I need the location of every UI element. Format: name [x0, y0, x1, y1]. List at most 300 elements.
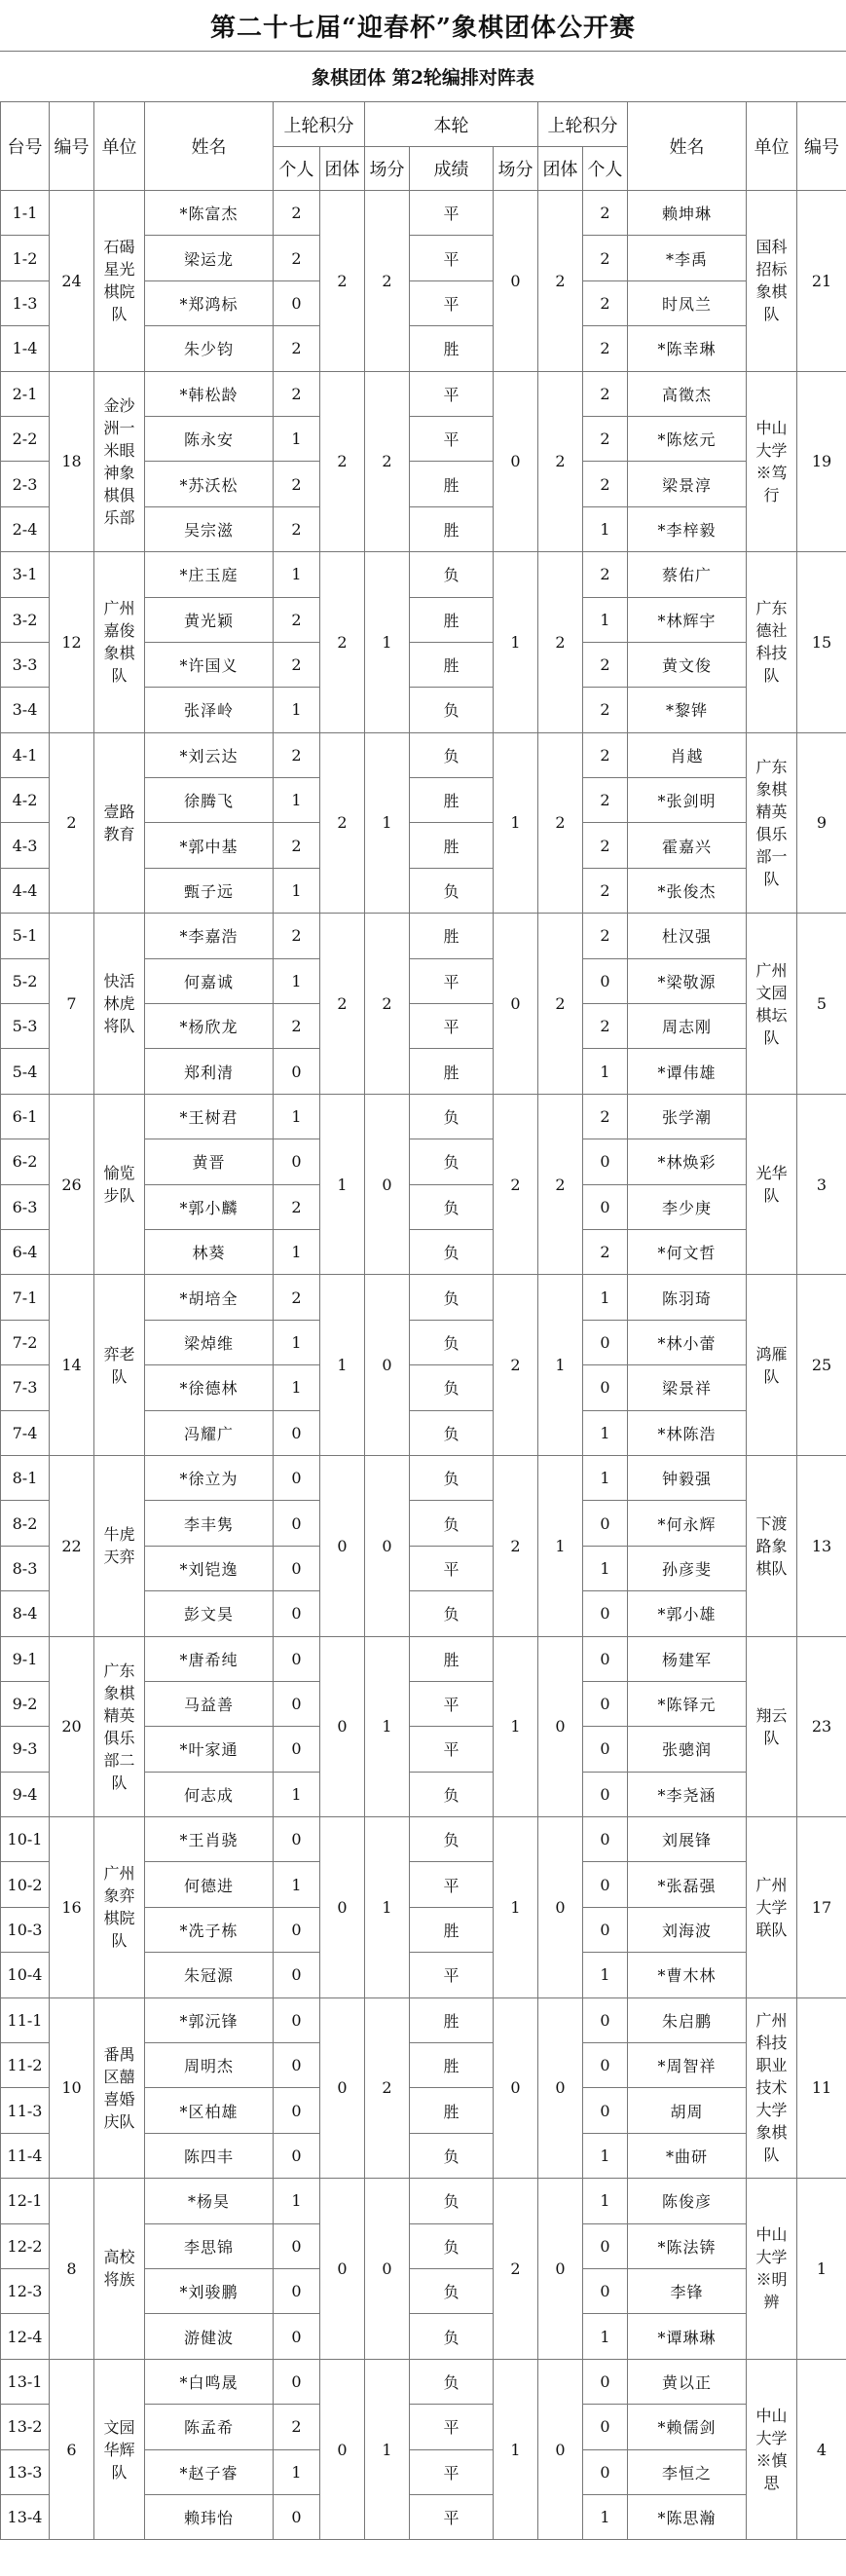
board-no: 5-1	[1, 914, 50, 958]
right-player-name: *林小蕾	[628, 1320, 747, 1364]
left-match-points: 1	[365, 1636, 410, 1817]
left-match-points: 0	[365, 2179, 410, 2360]
right-player-name: *李禹	[628, 236, 747, 280]
right-personal-score: 0	[583, 1862, 628, 1907]
right-player-name: *李尧涵	[628, 1772, 747, 1816]
left-match-points: 1	[365, 552, 410, 733]
board-result: 平	[410, 236, 494, 280]
right-player-name: 孙彦斐	[628, 1546, 747, 1590]
left-player-name: *郭中基	[145, 823, 274, 868]
left-player-name: 林葵	[145, 1229, 274, 1274]
right-match-points: 2	[494, 1275, 538, 1456]
right-match-points: 0	[494, 1997, 538, 2179]
left-personal-score: 2	[274, 914, 320, 958]
header-right-personal: 个人	[583, 147, 628, 191]
left-unit	[94, 1636, 145, 1817]
left-unit	[94, 552, 145, 733]
right-unit	[747, 371, 797, 552]
board-no: 3-4	[1, 688, 50, 732]
header-left-personal: 个人	[274, 147, 320, 191]
left-personal-score: 0	[274, 1953, 320, 1997]
right-player-name: *林焕彩	[628, 1139, 747, 1184]
board-no: 5-2	[1, 958, 50, 1003]
right-personal-score: 1	[583, 506, 628, 551]
right-player-name: *陈炫元	[628, 416, 747, 461]
left-player-name: *冼子栋	[145, 1907, 274, 1952]
right-unit	[747, 914, 797, 1095]
table-row	[1, 1997, 846, 2042]
right-personal-score: 0	[583, 2088, 628, 2133]
board-no: 12-3	[1, 2268, 50, 2313]
left-team-score: 0	[320, 1817, 365, 1998]
header-right-unit: 单位	[747, 102, 797, 191]
board-no: 6-4	[1, 1229, 50, 1274]
left-player-name: *郭沅锋	[145, 1997, 274, 2042]
left-personal-score: 0	[274, 1907, 320, 1952]
board-no: 9-4	[1, 1772, 50, 1816]
table-row	[1, 1817, 846, 1862]
board-no: 11-3	[1, 2088, 50, 2133]
left-personal-score: 1	[274, 416, 320, 461]
left-team-score: 0	[320, 2179, 365, 2360]
left-player-name: 游健波	[145, 2314, 274, 2359]
left-personal-score: 2	[274, 191, 320, 236]
right-player-name: *何永辉	[628, 1501, 747, 1546]
board-no: 4-2	[1, 778, 50, 823]
board-result: 负	[410, 1591, 494, 1636]
table-row	[1, 914, 846, 958]
left-team-no: 6	[50, 2359, 94, 2540]
left-personal-score: 1	[274, 778, 320, 823]
left-player-name: 吴宗滋	[145, 506, 274, 551]
board-no: 1-2	[1, 236, 50, 280]
right-player-name: *梁敬源	[628, 958, 747, 1003]
board-result: 负	[410, 552, 494, 597]
left-team-no: 18	[50, 371, 94, 552]
left-player-name: 陈孟希	[145, 2405, 274, 2449]
left-player-name: 陈永安	[145, 416, 274, 461]
left-personal-score: 0	[274, 1727, 320, 1772]
board-result: 平	[410, 280, 494, 325]
right-player-name: 肖越	[628, 732, 747, 777]
left-player-name: *赵子睿	[145, 2449, 274, 2494]
right-personal-score: 0	[583, 1636, 628, 1681]
right-player-name: *陈幸琳	[628, 326, 747, 371]
left-player-name: 何志成	[145, 1772, 274, 1816]
table-row	[1, 1455, 846, 1500]
left-personal-score: 2	[274, 642, 320, 687]
right-personal-score: 2	[583, 1004, 628, 1049]
right-match-points: 1	[494, 1636, 538, 1817]
right-unit-text: 翔云队	[755, 1705, 788, 1747]
right-unit	[747, 552, 797, 733]
left-unit-text: 快活林虎将队	[103, 972, 135, 1036]
left-player-name: *刘铠逸	[145, 1546, 274, 1590]
left-team-score: 2	[320, 552, 365, 733]
right-personal-score: 1	[583, 1049, 628, 1094]
board-result: 平	[410, 1004, 494, 1049]
left-team-no: 14	[50, 1275, 94, 1456]
right-player-name: 梁景祥	[628, 1365, 747, 1410]
board-no: 2-3	[1, 462, 50, 506]
left-personal-score: 0	[274, 1591, 320, 1636]
left-personal-score: 0	[274, 280, 320, 325]
board-no: 1-3	[1, 280, 50, 325]
left-unit	[94, 732, 145, 914]
left-personal-score: 1	[274, 2449, 320, 2494]
right-player-name: *谭伟雄	[628, 1049, 747, 1094]
header-row-1	[1, 102, 846, 147]
right-player-name: 蔡佑广	[628, 552, 747, 597]
right-personal-score: 2	[583, 1229, 628, 1274]
left-personal-score: 1	[274, 958, 320, 1003]
left-player-name: 朱少钧	[145, 326, 274, 371]
right-match-points: 1	[494, 552, 538, 733]
board-result: 胜	[410, 462, 494, 506]
right-personal-score: 1	[583, 2179, 628, 2223]
left-player-name: 陈四丰	[145, 2133, 274, 2178]
right-personal-score: 1	[583, 2314, 628, 2359]
right-player-name: 朱启鹏	[628, 1997, 747, 2042]
right-player-name: *谭琳琳	[628, 2314, 747, 2359]
right-personal-score: 0	[583, 1997, 628, 2042]
right-match-points: 1	[494, 1817, 538, 1998]
left-personal-score: 2	[274, 371, 320, 416]
right-personal-score: 2	[583, 778, 628, 823]
left-player-name: *李嘉浩	[145, 914, 274, 958]
left-personal-score: 2	[274, 597, 320, 642]
right-team-score: 0	[538, 1817, 583, 1998]
board-result: 负	[410, 1772, 494, 1816]
board-result: 负	[410, 1410, 494, 1455]
left-unit	[94, 1997, 145, 2179]
right-player-name: *张磊强	[628, 1862, 747, 1907]
right-match-points: 0	[494, 191, 538, 372]
board-no: 10-2	[1, 1862, 50, 1907]
right-personal-score: 1	[583, 1275, 628, 1320]
right-unit	[747, 2179, 797, 2360]
right-personal-score: 1	[583, 1455, 628, 1500]
right-personal-score: 2	[583, 823, 628, 868]
right-unit-text: 广州文园棋坛队	[755, 960, 788, 1047]
pairing-table	[0, 101, 846, 2540]
right-player-name: *郭小雄	[628, 1591, 747, 1636]
right-match-points: 1	[494, 2359, 538, 2540]
board-result: 平	[410, 958, 494, 1003]
left-unit-text: 愉览步队	[103, 1164, 135, 1206]
board-result: 胜	[410, 1636, 494, 1681]
board-no: 8-3	[1, 1546, 50, 1590]
right-player-name: *何文哲	[628, 1229, 747, 1274]
right-personal-score: 2	[583, 868, 628, 913]
left-unit	[94, 1094, 145, 1275]
left-match-points: 2	[365, 191, 410, 372]
board-result: 负	[410, 1320, 494, 1364]
board-no: 7-3	[1, 1365, 50, 1410]
left-personal-score: 1	[274, 1229, 320, 1274]
board-result: 平	[410, 1862, 494, 1907]
right-personal-score: 0	[583, 2223, 628, 2268]
header-left-team: 团体	[320, 147, 365, 191]
board-no: 4-1	[1, 732, 50, 777]
right-personal-score: 0	[583, 1817, 628, 1862]
right-personal-score: 1	[583, 2494, 628, 2539]
right-unit-text: 下渡路象棋队	[755, 1513, 788, 1578]
left-player-name: *唐希纯	[145, 1636, 274, 1681]
right-personal-score: 2	[583, 191, 628, 236]
right-player-name: 黄文俊	[628, 642, 747, 687]
right-unit	[747, 1275, 797, 1456]
right-unit-text: 国科招标象棋队	[755, 238, 788, 324]
board-no: 5-4	[1, 1049, 50, 1094]
right-unit-text: 中山大学※慎思	[755, 2407, 788, 2493]
board-result: 胜	[410, 1997, 494, 2042]
board-result: 胜	[410, 2043, 494, 2088]
left-unit-text: 牛虎天弈	[103, 1525, 135, 1567]
left-unit-text: 广东象棋精英俱乐部二队	[103, 1661, 135, 1792]
left-match-points: 2	[365, 914, 410, 1095]
left-personal-score: 2	[274, 2405, 320, 2449]
right-player-name: *林辉宇	[628, 597, 747, 642]
right-player-name: 赖坤琳	[628, 191, 747, 236]
left-unit	[94, 914, 145, 1095]
left-personal-score: 1	[274, 1365, 320, 1410]
board-no: 10-4	[1, 1953, 50, 1997]
board-result: 平	[410, 2449, 494, 2494]
right-unit	[747, 1455, 797, 1636]
left-personal-score: 0	[274, 1997, 320, 2042]
left-unit	[94, 371, 145, 552]
left-player-name: 甄子远	[145, 868, 274, 913]
right-personal-score: 2	[583, 462, 628, 506]
right-team-score: 0	[538, 2179, 583, 2360]
right-player-name: 刘展锋	[628, 1817, 747, 1862]
board-no: 13-3	[1, 2449, 50, 2494]
right-player-name: 李少庚	[628, 1184, 747, 1229]
board-no: 7-2	[1, 1320, 50, 1364]
right-unit	[747, 1636, 797, 1817]
right-player-name: 刘海波	[628, 1907, 747, 1952]
right-personal-score: 0	[583, 1772, 628, 1816]
board-no: 4-4	[1, 868, 50, 913]
left-personal-score: 0	[274, 2043, 320, 2088]
board-no: 6-2	[1, 1139, 50, 1184]
right-team-score: 0	[538, 1997, 583, 2179]
left-player-name: *区柏雄	[145, 2088, 274, 2133]
board-result: 负	[410, 2359, 494, 2404]
left-team-no: 12	[50, 552, 94, 733]
left-player-name: *刘骏鹏	[145, 2268, 274, 2313]
left-unit-text: 金沙洲一米眼神象棋俱乐部	[103, 395, 135, 527]
left-match-points: 0	[365, 1275, 410, 1456]
left-personal-score: 0	[274, 2268, 320, 2313]
board-result: 负	[410, 1184, 494, 1229]
right-personal-score: 2	[583, 732, 628, 777]
left-team-score: 2	[320, 191, 365, 372]
left-team-no: 10	[50, 1997, 94, 2179]
left-match-points: 1	[365, 732, 410, 914]
left-personal-score: 2	[274, 506, 320, 551]
right-team-no: 23	[797, 1636, 846, 1817]
board-no: 12-2	[1, 2223, 50, 2268]
right-personal-score: 0	[583, 1139, 628, 1184]
left-personal-score: 1	[274, 1862, 320, 1907]
right-personal-score: 0	[583, 1501, 628, 1546]
left-player-name: 黄光颖	[145, 597, 274, 642]
board-no: 6-1	[1, 1094, 50, 1139]
left-personal-score: 1	[274, 688, 320, 732]
right-player-name: *张剑明	[628, 778, 747, 823]
left-personal-score: 1	[274, 868, 320, 913]
board-result: 负	[410, 1501, 494, 1546]
left-team-no: 26	[50, 1094, 94, 1275]
left-player-name: *王肖骁	[145, 1817, 274, 1862]
board-result: 平	[410, 1727, 494, 1772]
left-personal-score: 0	[274, 1546, 320, 1590]
right-personal-score: 1	[583, 1546, 628, 1590]
page-subtitle: 象棋团体 第2轮编排对阵表	[0, 51, 846, 102]
left-team-score: 2	[320, 371, 365, 552]
right-personal-score: 2	[583, 371, 628, 416]
right-personal-score: 2	[583, 280, 628, 325]
right-team-score: 1	[538, 1455, 583, 1636]
table-row	[1, 732, 846, 777]
header-right-team-no: 编号	[797, 102, 846, 191]
right-match-points: 1	[494, 732, 538, 914]
right-player-name: 陈羽琦	[628, 1275, 747, 1320]
left-unit	[94, 1275, 145, 1456]
right-player-name: *曲研	[628, 2133, 747, 2178]
pairing-body	[1, 191, 846, 2540]
board-no: 5-3	[1, 1004, 50, 1049]
table-row	[1, 1094, 846, 1139]
right-unit-text: 光华队	[755, 1164, 788, 1206]
left-team-score: 2	[320, 732, 365, 914]
right-personal-score: 0	[583, 1907, 628, 1952]
board-no: 3-1	[1, 552, 50, 597]
left-player-name: 梁焯维	[145, 1320, 274, 1364]
right-team-no: 5	[797, 914, 846, 1095]
right-team-score: 2	[538, 371, 583, 552]
table-row	[1, 552, 846, 597]
left-personal-score: 0	[274, 1636, 320, 1681]
right-personal-score: 2	[583, 642, 628, 687]
left-player-name: *许国义	[145, 642, 274, 687]
board-no: 2-4	[1, 506, 50, 551]
left-player-name: 张泽岭	[145, 688, 274, 732]
left-team-no: 7	[50, 914, 94, 1095]
right-personal-score: 2	[583, 1094, 628, 1139]
right-personal-score: 0	[583, 2359, 628, 2404]
left-personal-score: 2	[274, 823, 320, 868]
left-unit-text: 文园华辉队	[103, 2417, 135, 2482]
right-player-name: 陈俊彦	[628, 2179, 747, 2223]
header-left-team-no: 编号	[50, 102, 94, 191]
right-team-score: 0	[538, 1636, 583, 1817]
right-unit-text: 广州大学联队	[755, 1875, 788, 1939]
right-unit	[747, 2359, 797, 2540]
right-player-name: 李恒之	[628, 2449, 747, 2494]
right-team-no: 25	[797, 1275, 846, 1456]
board-no: 10-1	[1, 1817, 50, 1862]
board-result: 胜	[410, 823, 494, 868]
left-personal-score: 0	[274, 2133, 320, 2178]
board-result: 胜	[410, 506, 494, 551]
right-player-name: 高徵杰	[628, 371, 747, 416]
right-player-name: *陈思瀚	[628, 2494, 747, 2539]
right-personal-score: 0	[583, 1184, 628, 1229]
board-no: 3-2	[1, 597, 50, 642]
right-player-name: 李锋	[628, 2268, 747, 2313]
board-no: 12-1	[1, 2179, 50, 2223]
right-unit	[747, 732, 797, 914]
left-personal-score: 0	[274, 1681, 320, 1726]
left-personal-score: 2	[274, 236, 320, 280]
left-unit-text: 高校将族	[103, 2248, 135, 2290]
left-player-name: *杨欣龙	[145, 1004, 274, 1049]
board-result: 负	[410, 1365, 494, 1410]
board-no: 2-2	[1, 416, 50, 461]
right-team-no: 11	[797, 1997, 846, 2179]
left-personal-score: 0	[274, 2088, 320, 2133]
board-result: 平	[410, 1681, 494, 1726]
left-personal-score: 1	[274, 552, 320, 597]
board-result: 平	[410, 2405, 494, 2449]
board-result: 胜	[410, 326, 494, 371]
right-personal-score: 2	[583, 326, 628, 371]
table-row	[1, 2359, 846, 2404]
left-unit	[94, 1455, 145, 1636]
right-unit-text: 广东德社科技队	[755, 599, 788, 686]
right-personal-score: 0	[583, 2405, 628, 2449]
left-player-name: 赖玮怡	[145, 2494, 274, 2539]
board-no: 11-1	[1, 1997, 50, 2042]
header-right-name: 姓名	[628, 102, 747, 191]
board-result: 平	[410, 2494, 494, 2539]
left-player-name: *王树君	[145, 1094, 274, 1139]
left-player-name: *郭小麟	[145, 1184, 274, 1229]
left-personal-score: 0	[274, 2314, 320, 2359]
left-unit-text: 壹路教育	[103, 802, 135, 843]
left-personal-score: 2	[274, 1275, 320, 1320]
left-player-name: *陈富杰	[145, 191, 274, 236]
left-player-name: *杨昊	[145, 2179, 274, 2223]
right-player-name: *曹木林	[628, 1953, 747, 1997]
left-player-name: *郑鸿标	[145, 280, 274, 325]
board-no: 11-4	[1, 2133, 50, 2178]
right-player-name: 黄以正	[628, 2359, 747, 2404]
board-result: 负	[410, 868, 494, 913]
left-player-name: 彭文昊	[145, 1591, 274, 1636]
left-team-no: 8	[50, 2179, 94, 2360]
left-personal-score: 2	[274, 1184, 320, 1229]
board-no: 1-1	[1, 191, 50, 236]
board-no: 4-3	[1, 823, 50, 868]
board-result: 负	[410, 2133, 494, 2178]
right-match-points: 2	[494, 2179, 538, 2360]
board-no: 3-3	[1, 642, 50, 687]
left-personal-score: 2	[274, 326, 320, 371]
board-no: 1-4	[1, 326, 50, 371]
left-unit	[94, 2359, 145, 2540]
right-player-name: 杜汉强	[628, 914, 747, 958]
left-personal-score: 0	[274, 1501, 320, 1546]
board-result: 平	[410, 191, 494, 236]
right-team-no: 4	[797, 2359, 846, 2540]
left-match-points: 1	[365, 1817, 410, 1998]
right-match-points: 2	[494, 1094, 538, 1275]
board-no: 10-3	[1, 1907, 50, 1952]
